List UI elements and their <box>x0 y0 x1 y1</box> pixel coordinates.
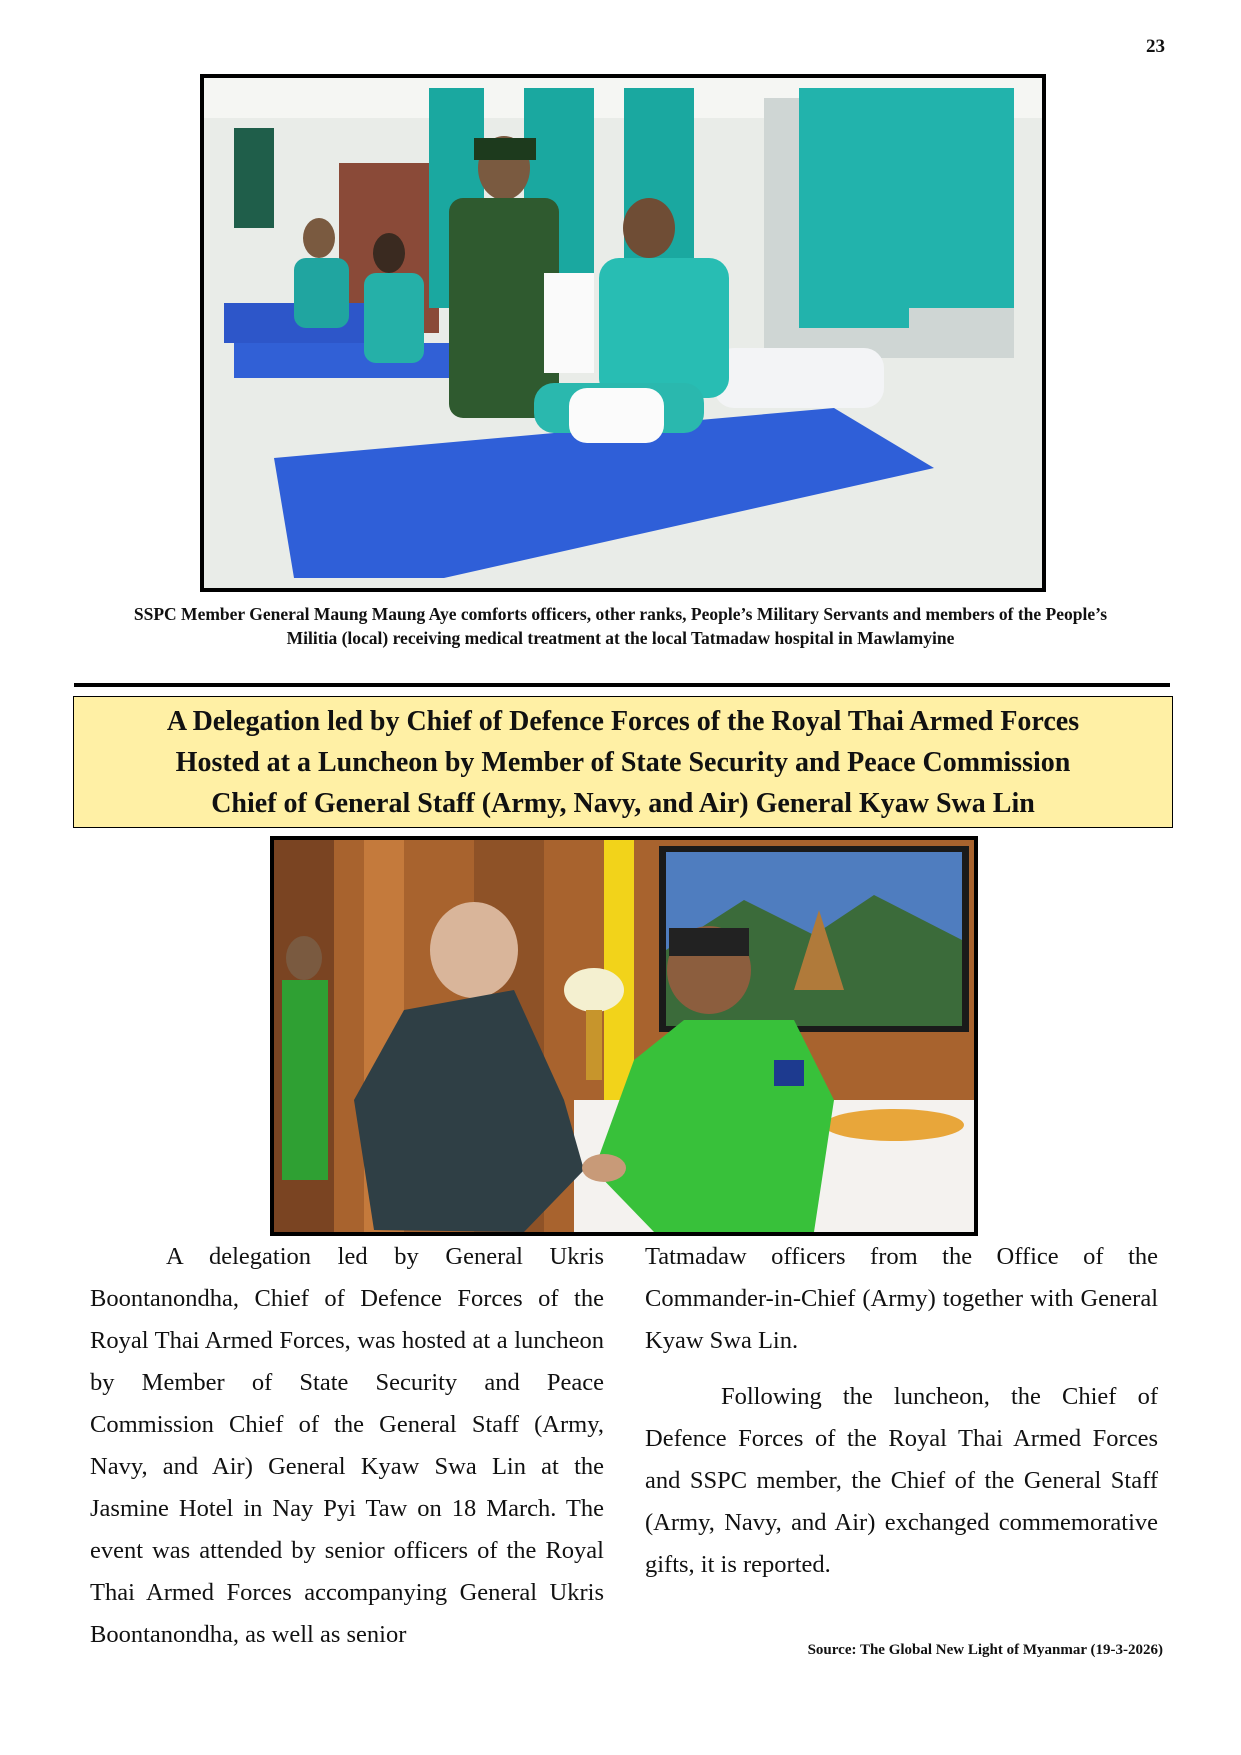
article-paragraph-1: A delegation led by General Ukris Boontanondha, Chief of Defence Forces of the Royal Thai Armed Forces, was hosted at a luncheon by Member of State Security and Peace Commission Chief of the General Staff (Army, Navy, and Air) General Kyaw Swa Lin at the Jasmine Hotel in Nay Pyi Taw on 18 March. The event was attended by senior officers of the Royal Thai Armed Forces accompanying General Ukris Boontanondha, as well as senior <box>90 1243 604 1648</box>
handshake-illustration <box>274 840 974 1232</box>
section-divider <box>74 683 1170 687</box>
headline-line-2: Hosted at a Luncheon by Member of State Security and Peace Commission <box>175 746 1071 778</box>
page-number: 23 <box>1146 36 1165 57</box>
article-column-right <box>645 1236 1158 1586</box>
handshake-photo <box>270 836 978 1236</box>
article-column-left <box>90 1236 604 1656</box>
source-credit: Source: The Global New Light of Myanmar (19-3-2026) <box>807 1642 1163 1658</box>
headline-line-1: A Delegation led by Chief of Defence Forces of the Royal Thai Armed Forces <box>166 705 1080 737</box>
article-paragraph-2: Following the luncheon, the Chief of Defence Forces of the Royal Thai Armed Forces and SSPC member, the Chief of the General Staff (Army, Navy, and Air) exchanged commemorative gifts, it is reported. <box>645 1383 1158 1578</box>
hospital-ward-illustration <box>204 78 1042 588</box>
photo-caption: SSPC Member General Maung Maung Aye comforts officers, other ranks, People’s Military Servants and members of the People’s Militia (local) receiving medical treatment at the local Tatmadaw hospital in Mawlamyine <box>133 604 1108 648</box>
headline-box <box>73 696 1173 828</box>
article-paragraph-1-continued: Tatmadaw officers from the Office of the Commander-in-Chief (Army) together with General Kyaw Swa Lin. <box>645 1243 1158 1354</box>
hospital-visit-photo <box>200 74 1046 592</box>
headline-line-3: Chief of General Staff (Army, Navy, and Air) General Kyaw Swa Lin <box>211 787 1035 819</box>
